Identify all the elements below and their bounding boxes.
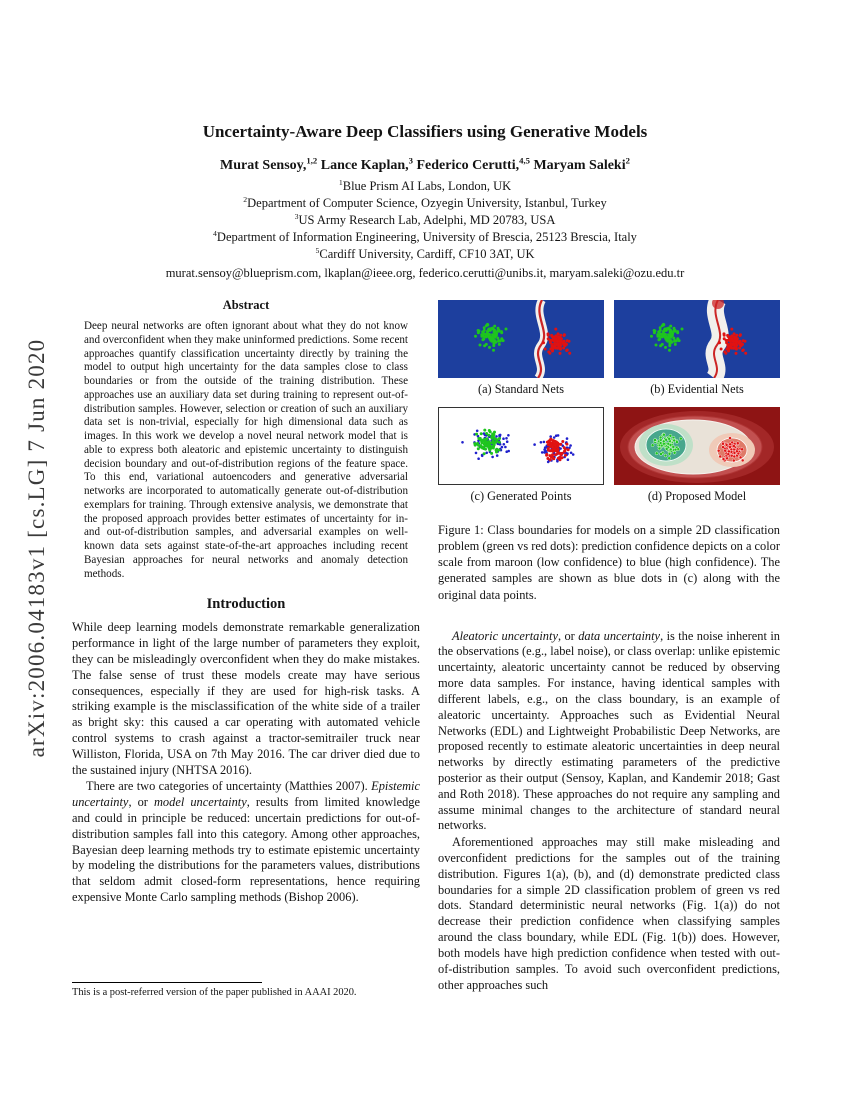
abstract-text: Deep neural networks are often ignorant about what they do not know and overconfident when they make uninformed predictions. Some recent approaches quantify classification uncertainty directly by training the model to output high uncertainty for the data samples close to class boundaries or from the outside of the training distribution. These approaches use an auxiliary data set during training to represent out-of-distribution samples. However, selection or creation of such an auxiliary data set is non-trivial, especially for high dimensional data such as images. In this work we develop a novel neural network model that is able to express both aleatoric and epistemic uncertainty to distinguish decision boundary and out-of-distribution regions of the feature space. To this end, variational autoencoders and generative adversarial networks are incorporated to automatically generate out-of-distribution exemplars for training. Through extensive analysis, we demonstrate that the proposed approach provides better estimates of uncertainty for in- and out-of-distribution samples, and adversarial examples on well-known data sets against state-of-the-art approaches including recent Bayesian approaches for neural networks and anomaly detection methods. xyxy=(84,320,408,580)
standard-nets-plot xyxy=(438,300,604,378)
figure-1 xyxy=(438,300,780,512)
affiliation-line: $^2$Department of Computer Science, Ozyegin University, Istanbul, Turkey xyxy=(243,194,607,210)
footnote-rule xyxy=(72,982,262,983)
affiliation-line: $^5$Cardiff University, Cardiff, CF10 3AT, UK xyxy=(315,245,535,261)
right-column xyxy=(438,296,780,994)
paper-title: Uncertainty-Aware Deep Classifiers using Generative Models xyxy=(202,122,648,141)
affiliation-line: $^4$Department of Information Engineering, University of Brescia, 25123 Brescia, Italy xyxy=(213,228,637,244)
affiliation-list xyxy=(60,178,790,263)
author-line xyxy=(60,155,790,174)
introduction-body xyxy=(72,620,420,906)
proposed-model-plot xyxy=(614,407,780,485)
footnote xyxy=(72,982,420,998)
arxiv-watermark: arXiv:2006.04183v1 [cs.LG] 7 Jun 2020 xyxy=(24,338,49,758)
subfigure-b xyxy=(614,300,780,405)
paragraph: Aleatoric uncertainty, or data uncertainty, is the noise inherent in the observations (e.g., label noise), or class overlap: unlike epistemic uncertainty, aleatoric uncertainty cannot be reduced by observing more data samples. For instance, having identical samples with different labels, e.g., on the class boundary, is an example of aleatoric uncertainty. Approaches such as Evidential Neural Networks (EDL) and Lightweight Probabilistic Deep Networks, are proposed recently to estimate aleatoric uncertainties in deep neural networks by directly estimating parameters of the predictive posterior as their output (Sensoy, Kaplan, and Kandemir 2018; Gast and Roth 2018). These approaches do not require any sampling and assume minimal changes to the architecture of standard neural networks. xyxy=(438,628,780,833)
figure-1-caption: Figure 1: Class boundaries for models on a simple 2D classification problem (green vs red dots): prediction confidence depicts on a color scale from maroon (low confidence) to blue (high confidence). The generated samples are shown as blue dots in (c) along with the original data points. xyxy=(438,523,781,602)
author-emails: murat.sensoy@blueprism.com, lkaplan@ieee.org, federico.cerutti@unibs.it, maryam.saleki@ozu.edu.tr xyxy=(165,266,685,280)
subcaption-a: (a) Standard Nets xyxy=(477,382,565,396)
abstract-heading: Abstract xyxy=(222,298,270,312)
right-column-body xyxy=(438,629,780,994)
evidential-nets-plot xyxy=(614,300,780,378)
generated-points-plot xyxy=(438,407,604,485)
affiliation-line: $^1$Blue Prism AI Labs, London, UK xyxy=(338,177,512,193)
footnote-text: This is a post-referred version of the paper published in AAAI 2020. xyxy=(72,987,357,998)
subcaption-c: (c) Generated Points xyxy=(470,489,572,503)
author-name: Lance Kaplan,$^3$ xyxy=(320,155,413,173)
paragraph: While deep learning models demonstrate remarkable generalization performance in light of the large number of parameters they exploit, they can be misleadingly overconfident when they do make mistakes. The false sense of trust these models create may have serious consequences, especially if they are used for high-risk tasks. A striking example is the misclassification of the white side of a trailer as bright sky: this caused a car operating with automated vehicle control systems to crash against a tractor-semitrailer truck near Williston, Florida, USA on 7th May 2016. The car driver died due to the sustained injury (NHTSA 2016). xyxy=(72,620,420,777)
left-column xyxy=(72,296,420,907)
subfigure-d xyxy=(614,407,780,512)
subcaption-b: (b) Evidential Nets xyxy=(650,382,744,396)
author-name: Federico Cerutti,$^{4,5}$ xyxy=(416,155,530,173)
paragraph: Aforementioned approaches may still make misleading and overconfident predictions for the samples out of the training distribution. Figures 1(a), (b), and (d) demonstrate predicted class boundaries for a simple 2D classification problem of green vs red dots. Standard deterministic neural networks (Fig. 1(a)) do not decrease their prediction confidence when classifying samples around the class boundary, while EDL (Fig. 1(b)) does. However, both models have high prediction confidence when tested with out-of-distribution samples. To avoid such overconfident predictions, other approaches such xyxy=(438,835,780,992)
introduction-heading: Introduction xyxy=(206,596,286,613)
affiliation-line: $^3$US Army Research Lab, Adelphi, MD 20783, USA xyxy=(294,211,556,227)
author-name: Murat Sensoy,$^{1,2}$ xyxy=(220,155,318,173)
author-name: Maryam Saleki$^2$ xyxy=(533,155,630,173)
subfigure-a xyxy=(438,300,604,405)
paper-header xyxy=(60,122,790,281)
paragraph: There are two categories of uncertainty (Matthies 2007). Epistemic uncertainty, or model uncertainty, results from limited knowledge and could in principle be reduced: uncertain predictions for out-of-distribution samples fall into this category. Among other approaches, Bayesian deep learning methods try to estimate epistemic uncertainty by modeling the distributions for the parameters values, distributions that seldom admit closed-form representations, hence requiring expensive Monte Carlo sampling methods (Bishop 2006). xyxy=(72,779,420,905)
subcaption-d: (d) Proposed Model xyxy=(647,489,747,503)
subfigure-c xyxy=(438,407,604,512)
